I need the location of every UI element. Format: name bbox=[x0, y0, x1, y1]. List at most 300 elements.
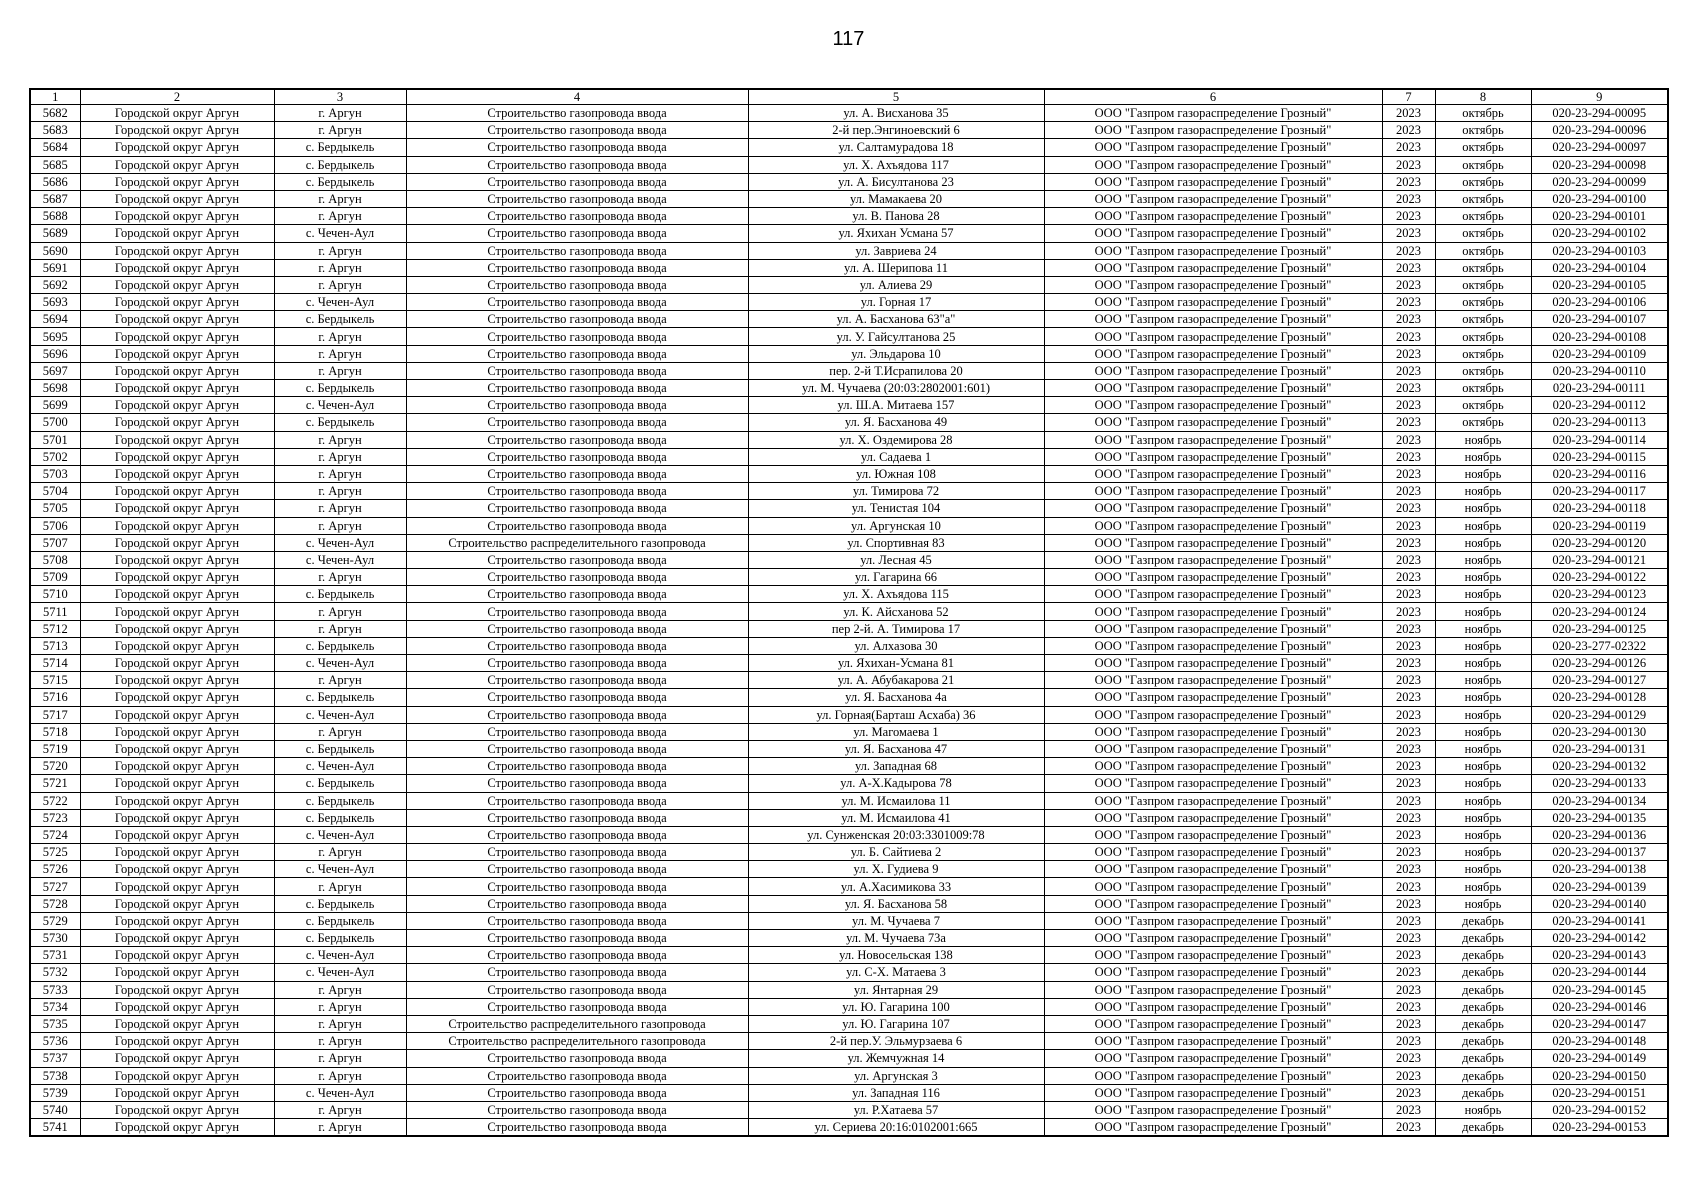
cell-settlement: г. Аргун bbox=[274, 1067, 406, 1084]
cell-work-type: Строительство газопровода ввода bbox=[406, 242, 748, 259]
cell-work-type: Строительство газопровода ввода bbox=[406, 740, 748, 757]
table-row bbox=[30, 311, 1668, 328]
cell-settlement: с. Чечен-Аул bbox=[274, 397, 406, 414]
cell-code: 020-23-294-00124 bbox=[1531, 603, 1668, 620]
cell-year: 2023 bbox=[1382, 826, 1435, 843]
table-row bbox=[30, 276, 1668, 293]
cell-address: ул. Янтарная 29 bbox=[748, 981, 1044, 998]
cell-number: 5713 bbox=[30, 637, 80, 654]
cell-settlement: с. Бердыкель bbox=[274, 809, 406, 826]
cell-year: 2023 bbox=[1382, 551, 1435, 568]
cell-district: Городской округ Аргун bbox=[80, 964, 274, 981]
table-header-row bbox=[30, 89, 1668, 105]
table-row bbox=[30, 1015, 1668, 1032]
cell-month: декабрь bbox=[1435, 912, 1531, 929]
cell-organization: ООО "Газпром газораспределение Грозный" bbox=[1044, 981, 1382, 998]
table-row bbox=[30, 878, 1668, 895]
cell-organization: ООО "Газпром газораспределение Грозный" bbox=[1044, 311, 1382, 328]
cell-address: ул. Х. Оздемирова 28 bbox=[748, 431, 1044, 448]
cell-address: ул. Спортивная 83 bbox=[748, 534, 1044, 551]
cell-number: 5732 bbox=[30, 964, 80, 981]
cell-month: ноябрь bbox=[1435, 775, 1531, 792]
cell-organization: ООО "Газпром газораспределение Грозный" bbox=[1044, 225, 1382, 242]
cell-code: 020-23-294-00098 bbox=[1531, 156, 1668, 173]
cell-work-type: Строительство газопровода ввода bbox=[406, 1119, 748, 1137]
cell-year: 2023 bbox=[1382, 998, 1435, 1015]
cell-settlement: г. Аргун bbox=[274, 242, 406, 259]
cell-district: Городской округ Аргун bbox=[80, 225, 274, 242]
cell-work-type: Строительство газопровода ввода bbox=[406, 998, 748, 1015]
cell-address: ул. Ю. Гагарина 107 bbox=[748, 1015, 1044, 1032]
cell-year: 2023 bbox=[1382, 964, 1435, 981]
cell-work-type: Строительство газопровода ввода bbox=[406, 620, 748, 637]
cell-code: 020-23-294-00132 bbox=[1531, 758, 1668, 775]
table-row bbox=[30, 328, 1668, 345]
cell-district: Городской округ Аргун bbox=[80, 895, 274, 912]
cell-number: 5693 bbox=[30, 294, 80, 311]
cell-address: ул. Лесная 45 bbox=[748, 551, 1044, 568]
cell-work-type: Строительство распределительного газопровода bbox=[406, 1015, 748, 1032]
cell-district: Городской округ Аргун bbox=[80, 1084, 274, 1101]
cell-work-type: Строительство распределительного газопровода bbox=[406, 534, 748, 551]
cell-month: октябрь bbox=[1435, 294, 1531, 311]
cell-year: 2023 bbox=[1382, 448, 1435, 465]
cell-address: ул. Я. Басханова 49 bbox=[748, 414, 1044, 431]
cell-organization: ООО "Газпром газораспределение Грозный" bbox=[1044, 758, 1382, 775]
cell-settlement: с. Бердыкель bbox=[274, 414, 406, 431]
table-row bbox=[30, 569, 1668, 586]
cell-number: 5702 bbox=[30, 448, 80, 465]
cell-code: 020-23-294-00136 bbox=[1531, 826, 1668, 843]
cell-organization: ООО "Газпром газораспределение Грозный" bbox=[1044, 156, 1382, 173]
cell-month: декабрь bbox=[1435, 1067, 1531, 1084]
cell-code: 020-23-294-00097 bbox=[1531, 139, 1668, 156]
cell-code: 020-23-294-00135 bbox=[1531, 809, 1668, 826]
cell-code: 020-23-277-02322 bbox=[1531, 637, 1668, 654]
cell-district: Городской округ Аргун bbox=[80, 397, 274, 414]
cell-address: ул. М. Чучаева 73а bbox=[748, 930, 1044, 947]
cell-number: 5723 bbox=[30, 809, 80, 826]
cell-address: ул. Алиева 29 bbox=[748, 276, 1044, 293]
table-row bbox=[30, 534, 1668, 551]
cell-district: Городской округ Аргун bbox=[80, 465, 274, 482]
cell-number: 5700 bbox=[30, 414, 80, 431]
cell-organization: ООО "Газпром газораспределение Грозный" bbox=[1044, 775, 1382, 792]
cell-code: 020-23-294-00115 bbox=[1531, 448, 1668, 465]
cell-month: декабрь bbox=[1435, 1015, 1531, 1032]
table-row bbox=[30, 345, 1668, 362]
cell-year: 2023 bbox=[1382, 242, 1435, 259]
table-row bbox=[30, 826, 1668, 843]
cell-month: ноябрь bbox=[1435, 826, 1531, 843]
cell-month: октябрь bbox=[1435, 328, 1531, 345]
cell-month: декабрь bbox=[1435, 930, 1531, 947]
cell-work-type: Строительство газопровода ввода bbox=[406, 173, 748, 190]
cell-work-type: Строительство газопровода ввода bbox=[406, 844, 748, 861]
cell-organization: ООО "Газпром газораспределение Грозный" bbox=[1044, 380, 1382, 397]
table-row bbox=[30, 689, 1668, 706]
cell-month: октябрь bbox=[1435, 242, 1531, 259]
table-row bbox=[30, 964, 1668, 981]
cell-year: 2023 bbox=[1382, 190, 1435, 207]
cell-number: 5684 bbox=[30, 139, 80, 156]
cell-address: ул. Новосельская 138 bbox=[748, 947, 1044, 964]
cell-organization: ООО "Газпром газораспределение Грозный" bbox=[1044, 723, 1382, 740]
cell-month: октябрь bbox=[1435, 156, 1531, 173]
cell-address: ул. Сунженская 20:03:3301009:78 bbox=[748, 826, 1044, 843]
cell-organization: ООО "Газпром газораспределение Грозный" bbox=[1044, 706, 1382, 723]
cell-address: пер. 2-й Т.Исрапилова 20 bbox=[748, 362, 1044, 379]
cell-address: ул. Горная(Барташ Асхаба) 36 bbox=[748, 706, 1044, 723]
cell-year: 2023 bbox=[1382, 397, 1435, 414]
cell-number: 5731 bbox=[30, 947, 80, 964]
table-row bbox=[30, 1067, 1668, 1084]
table-row bbox=[30, 431, 1668, 448]
cell-work-type: Строительство газопровода ввода bbox=[406, 947, 748, 964]
cell-organization: ООО "Газпром газораспределение Грозный" bbox=[1044, 895, 1382, 912]
cell-organization: ООО "Газпром газораспределение Грозный" bbox=[1044, 826, 1382, 843]
cell-district: Городской округ Аргун bbox=[80, 448, 274, 465]
cell-settlement: г. Аргун bbox=[274, 431, 406, 448]
cell-work-type: Строительство газопровода ввода bbox=[406, 1067, 748, 1084]
table-row bbox=[30, 465, 1668, 482]
cell-month: ноябрь bbox=[1435, 655, 1531, 672]
cell-code: 020-23-294-00099 bbox=[1531, 173, 1668, 190]
cell-code: 020-23-294-00113 bbox=[1531, 414, 1668, 431]
table-row bbox=[30, 1084, 1668, 1101]
cell-number: 5695 bbox=[30, 328, 80, 345]
cell-district: Городской округ Аргун bbox=[80, 981, 274, 998]
cell-work-type: Строительство газопровода ввода bbox=[406, 895, 748, 912]
cell-code: 020-23-294-00123 bbox=[1531, 586, 1668, 603]
cell-number: 5716 bbox=[30, 689, 80, 706]
cell-work-type: Строительство газопровода ввода bbox=[406, 465, 748, 482]
cell-organization: ООО "Газпром газораспределение Грозный" bbox=[1044, 397, 1382, 414]
cell-work-type: Строительство газопровода ввода bbox=[406, 723, 748, 740]
table-row bbox=[30, 294, 1668, 311]
cell-address: ул. Южная 108 bbox=[748, 465, 1044, 482]
cell-district: Городской округ Аргун bbox=[80, 380, 274, 397]
cell-settlement: с. Чечен-Аул bbox=[274, 758, 406, 775]
table-row bbox=[30, 1101, 1668, 1118]
cell-work-type: Строительство газопровода ввода bbox=[406, 328, 748, 345]
cell-work-type: Строительство газопровода ввода bbox=[406, 362, 748, 379]
cell-work-type: Строительство газопровода ввода bbox=[406, 569, 748, 586]
cell-month: ноябрь bbox=[1435, 431, 1531, 448]
cell-district: Городской округ Аргун bbox=[80, 792, 274, 809]
cell-organization: ООО "Газпром газораспределение Грозный" bbox=[1044, 122, 1382, 139]
cell-year: 2023 bbox=[1382, 465, 1435, 482]
cell-year: 2023 bbox=[1382, 259, 1435, 276]
cell-address: ул. Жемчужная 14 bbox=[748, 1050, 1044, 1067]
cell-code: 020-23-294-00141 bbox=[1531, 912, 1668, 929]
cell-address: ул. Эльдарова 10 bbox=[748, 345, 1044, 362]
table-row bbox=[30, 122, 1668, 139]
cell-code: 020-23-294-00121 bbox=[1531, 551, 1668, 568]
cell-year: 2023 bbox=[1382, 1067, 1435, 1084]
table-row bbox=[30, 242, 1668, 259]
cell-year: 2023 bbox=[1382, 1119, 1435, 1137]
cell-code: 020-23-294-00111 bbox=[1531, 380, 1668, 397]
cell-settlement: г. Аргун bbox=[274, 190, 406, 207]
table-row bbox=[30, 500, 1668, 517]
cell-work-type: Строительство газопровода ввода bbox=[406, 190, 748, 207]
cell-month: ноябрь bbox=[1435, 723, 1531, 740]
cell-district: Городской округ Аргун bbox=[80, 947, 274, 964]
cell-year: 2023 bbox=[1382, 483, 1435, 500]
cell-settlement: с. Бердыкель bbox=[274, 740, 406, 757]
cell-number: 5720 bbox=[30, 758, 80, 775]
cell-year: 2023 bbox=[1382, 225, 1435, 242]
cell-month: ноябрь bbox=[1435, 758, 1531, 775]
cell-work-type: Строительство газопровода ввода bbox=[406, 500, 748, 517]
cell-month: октябрь bbox=[1435, 414, 1531, 431]
cell-month: ноябрь bbox=[1435, 603, 1531, 620]
cell-settlement: г. Аргун bbox=[274, 1050, 406, 1067]
cell-settlement: г. Аргун bbox=[274, 448, 406, 465]
cell-year: 2023 bbox=[1382, 844, 1435, 861]
cell-work-type: Строительство газопровода ввода bbox=[406, 122, 748, 139]
cell-settlement: г. Аргун bbox=[274, 1033, 406, 1050]
table-row bbox=[30, 603, 1668, 620]
cell-number: 5703 bbox=[30, 465, 80, 482]
column-header-code: 9 bbox=[1531, 89, 1668, 105]
cell-year: 2023 bbox=[1382, 706, 1435, 723]
cell-settlement: с. Чечен-Аул bbox=[274, 294, 406, 311]
table-row bbox=[30, 861, 1668, 878]
cell-address: ул. Х. Ахъядова 115 bbox=[748, 586, 1044, 603]
table-row bbox=[30, 1050, 1668, 1067]
cell-number: 5727 bbox=[30, 878, 80, 895]
cell-month: ноябрь bbox=[1435, 534, 1531, 551]
cell-district: Городской округ Аргун bbox=[80, 259, 274, 276]
cell-district: Городской округ Аргун bbox=[80, 689, 274, 706]
cell-address: ул. Аргунская 3 bbox=[748, 1067, 1044, 1084]
table-row bbox=[30, 586, 1668, 603]
cell-district: Городской округ Аргун bbox=[80, 809, 274, 826]
cell-district: Городской округ Аргун bbox=[80, 500, 274, 517]
cell-number: 5733 bbox=[30, 981, 80, 998]
cell-work-type: Строительство газопровода ввода bbox=[406, 792, 748, 809]
table-row bbox=[30, 448, 1668, 465]
cell-code: 020-23-294-00131 bbox=[1531, 740, 1668, 757]
cell-settlement: с. Чечен-Аул bbox=[274, 947, 406, 964]
cell-month: ноябрь bbox=[1435, 689, 1531, 706]
cell-year: 2023 bbox=[1382, 156, 1435, 173]
cell-address: ул. Тимирова 72 bbox=[748, 483, 1044, 500]
table-row bbox=[30, 912, 1668, 929]
cell-organization: ООО "Газпром газораспределение Грозный" bbox=[1044, 259, 1382, 276]
cell-month: ноябрь bbox=[1435, 672, 1531, 689]
cell-settlement: г. Аргун bbox=[274, 672, 406, 689]
cell-work-type: Строительство газопровода ввода bbox=[406, 758, 748, 775]
cell-organization: ООО "Газпром газораспределение Грозный" bbox=[1044, 861, 1382, 878]
cell-year: 2023 bbox=[1382, 328, 1435, 345]
cell-code: 020-23-294-00119 bbox=[1531, 517, 1668, 534]
cell-district: Городской округ Аргун bbox=[80, 1067, 274, 1084]
cell-code: 020-23-294-00108 bbox=[1531, 328, 1668, 345]
cell-number: 5722 bbox=[30, 792, 80, 809]
cell-address: ул. М. Чучаева (20:03:2802001:601) bbox=[748, 380, 1044, 397]
cell-code: 020-23-294-00151 bbox=[1531, 1084, 1668, 1101]
cell-work-type: Строительство распределительного газопровода bbox=[406, 1033, 748, 1050]
cell-settlement: г. Аргун bbox=[274, 569, 406, 586]
cell-address: ул. Гагарина 66 bbox=[748, 569, 1044, 586]
table-row bbox=[30, 225, 1668, 242]
cell-address: 2-й пер.Энгиноевский 6 bbox=[748, 122, 1044, 139]
cell-address: ул. Горная 17 bbox=[748, 294, 1044, 311]
cell-organization: ООО "Газпром газораспределение Грозный" bbox=[1044, 1101, 1382, 1118]
cell-code: 020-23-294-00134 bbox=[1531, 792, 1668, 809]
cell-work-type: Строительство газопровода ввода bbox=[406, 311, 748, 328]
table-row bbox=[30, 1119, 1668, 1137]
cell-work-type: Строительство газопровода ввода bbox=[406, 105, 748, 122]
cell-month: ноябрь bbox=[1435, 1101, 1531, 1118]
cell-district: Городской округ Аргун bbox=[80, 534, 274, 551]
cell-code: 020-23-294-00140 bbox=[1531, 895, 1668, 912]
cell-number: 5692 bbox=[30, 276, 80, 293]
table-row bbox=[30, 156, 1668, 173]
table-row bbox=[30, 895, 1668, 912]
cell-month: декабрь bbox=[1435, 1050, 1531, 1067]
cell-work-type: Строительство газопровода ввода bbox=[406, 655, 748, 672]
cell-address: ул. А. Бисултанова 23 bbox=[748, 173, 1044, 190]
cell-year: 2023 bbox=[1382, 586, 1435, 603]
cell-address: ул. Западная 68 bbox=[748, 758, 1044, 775]
cell-number: 5694 bbox=[30, 311, 80, 328]
cell-settlement: с. Бердыкель bbox=[274, 930, 406, 947]
cell-number: 5740 bbox=[30, 1101, 80, 1118]
gas-pipeline-registry-table bbox=[29, 88, 1669, 1137]
cell-work-type: Строительство газопровода ввода bbox=[406, 483, 748, 500]
cell-district: Городской округ Аргун bbox=[80, 878, 274, 895]
cell-work-type: Строительство газопровода ввода bbox=[406, 706, 748, 723]
column-header-year: 7 bbox=[1382, 89, 1435, 105]
cell-work-type: Строительство газопровода ввода bbox=[406, 689, 748, 706]
cell-work-type: Строительство газопровода ввода bbox=[406, 981, 748, 998]
cell-number: 5741 bbox=[30, 1119, 80, 1137]
cell-organization: ООО "Газпром газораспределение Грозный" bbox=[1044, 517, 1382, 534]
cell-organization: ООО "Газпром газораспределение Грозный" bbox=[1044, 534, 1382, 551]
cell-address: ул. Х. Ахъядова 117 bbox=[748, 156, 1044, 173]
cell-month: декабрь bbox=[1435, 947, 1531, 964]
cell-month: ноябрь bbox=[1435, 637, 1531, 654]
table-row bbox=[30, 483, 1668, 500]
cell-number: 5728 bbox=[30, 895, 80, 912]
cell-month: ноябрь bbox=[1435, 895, 1531, 912]
table-row bbox=[30, 706, 1668, 723]
cell-settlement: с. Бердыкель bbox=[274, 311, 406, 328]
cell-settlement: с. Бердыкель bbox=[274, 775, 406, 792]
table-row bbox=[30, 517, 1668, 534]
table-row bbox=[30, 723, 1668, 740]
cell-address: ул. А. Шерипова 11 bbox=[748, 259, 1044, 276]
cell-district: Городской округ Аргун bbox=[80, 1101, 274, 1118]
cell-work-type: Строительство газопровода ввода bbox=[406, 1084, 748, 1101]
cell-year: 2023 bbox=[1382, 637, 1435, 654]
cell-address: ул. Х. Гудиева 9 bbox=[748, 861, 1044, 878]
cell-code: 020-23-294-00153 bbox=[1531, 1119, 1668, 1137]
cell-year: 2023 bbox=[1382, 1101, 1435, 1118]
cell-number: 5688 bbox=[30, 208, 80, 225]
table-row bbox=[30, 947, 1668, 964]
cell-district: Городской округ Аргун bbox=[80, 603, 274, 620]
cell-year: 2023 bbox=[1382, 895, 1435, 912]
cell-settlement: г. Аргун bbox=[274, 259, 406, 276]
table-row bbox=[30, 809, 1668, 826]
cell-code: 020-23-294-00104 bbox=[1531, 259, 1668, 276]
cell-number: 5708 bbox=[30, 551, 80, 568]
column-header-organization: 6 bbox=[1044, 89, 1382, 105]
cell-organization: ООО "Газпром газораспределение Грозный" bbox=[1044, 1033, 1382, 1050]
cell-address: ул. К. Айсханова 52 bbox=[748, 603, 1044, 620]
cell-code: 020-23-294-00142 bbox=[1531, 930, 1668, 947]
cell-district: Городской округ Аргун bbox=[80, 414, 274, 431]
cell-code: 020-23-294-00117 bbox=[1531, 483, 1668, 500]
cell-number: 5721 bbox=[30, 775, 80, 792]
cell-number: 5709 bbox=[30, 569, 80, 586]
cell-month: ноябрь bbox=[1435, 448, 1531, 465]
cell-month: ноябрь bbox=[1435, 500, 1531, 517]
cell-settlement: г. Аргун bbox=[274, 500, 406, 517]
cell-month: ноябрь bbox=[1435, 620, 1531, 637]
cell-code: 020-23-294-00139 bbox=[1531, 878, 1668, 895]
cell-district: Городской округ Аргун bbox=[80, 723, 274, 740]
cell-code: 020-23-294-00095 bbox=[1531, 105, 1668, 122]
cell-settlement: г. Аргун bbox=[274, 517, 406, 534]
cell-number: 5739 bbox=[30, 1084, 80, 1101]
cell-year: 2023 bbox=[1382, 775, 1435, 792]
table-row bbox=[30, 792, 1668, 809]
cell-address: ул. Я. Басханова 58 bbox=[748, 895, 1044, 912]
cell-year: 2023 bbox=[1382, 517, 1435, 534]
table-row bbox=[30, 208, 1668, 225]
cell-year: 2023 bbox=[1382, 1033, 1435, 1050]
column-header-settlement: 3 bbox=[274, 89, 406, 105]
cell-year: 2023 bbox=[1382, 912, 1435, 929]
cell-year: 2023 bbox=[1382, 105, 1435, 122]
cell-address: ул. М. Исмаилова 41 bbox=[748, 809, 1044, 826]
cell-code: 020-23-294-00143 bbox=[1531, 947, 1668, 964]
cell-organization: ООО "Газпром газораспределение Грозный" bbox=[1044, 414, 1382, 431]
cell-settlement: с. Бердыкель bbox=[274, 637, 406, 654]
cell-address: ул. Мамакаева 20 bbox=[748, 190, 1044, 207]
cell-work-type: Строительство газопровода ввода bbox=[406, 964, 748, 981]
cell-organization: ООО "Газпром газораспределение Грозный" bbox=[1044, 483, 1382, 500]
cell-month: октябрь bbox=[1435, 362, 1531, 379]
cell-organization: ООО "Газпром газораспределение Грозный" bbox=[1044, 809, 1382, 826]
cell-organization: ООО "Газпром газораспределение Грозный" bbox=[1044, 672, 1382, 689]
cell-settlement: с. Чечен-Аул bbox=[274, 551, 406, 568]
cell-number: 5730 bbox=[30, 930, 80, 947]
cell-organization: ООО "Газпром газораспределение Грозный" bbox=[1044, 930, 1382, 947]
cell-address: ул. Западная 116 bbox=[748, 1084, 1044, 1101]
cell-work-type: Строительство газопровода ввода bbox=[406, 1101, 748, 1118]
cell-address: ул. Р.Хатаева 57 bbox=[748, 1101, 1044, 1118]
cell-settlement: г. Аргун bbox=[274, 465, 406, 482]
cell-code: 020-23-294-00107 bbox=[1531, 311, 1668, 328]
cell-work-type: Строительство газопровода ввода bbox=[406, 517, 748, 534]
cell-district: Городской округ Аргун bbox=[80, 294, 274, 311]
column-header-address: 5 bbox=[748, 89, 1044, 105]
cell-year: 2023 bbox=[1382, 362, 1435, 379]
column-header-work-type: 4 bbox=[406, 89, 748, 105]
cell-address: ул. А-Х.Кадырова 78 bbox=[748, 775, 1044, 792]
cell-organization: ООО "Газпром газораспределение Грозный" bbox=[1044, 998, 1382, 1015]
cell-address: ул. В. Панова 28 bbox=[748, 208, 1044, 225]
cell-month: октябрь bbox=[1435, 380, 1531, 397]
cell-settlement: с. Бердыкель bbox=[274, 895, 406, 912]
